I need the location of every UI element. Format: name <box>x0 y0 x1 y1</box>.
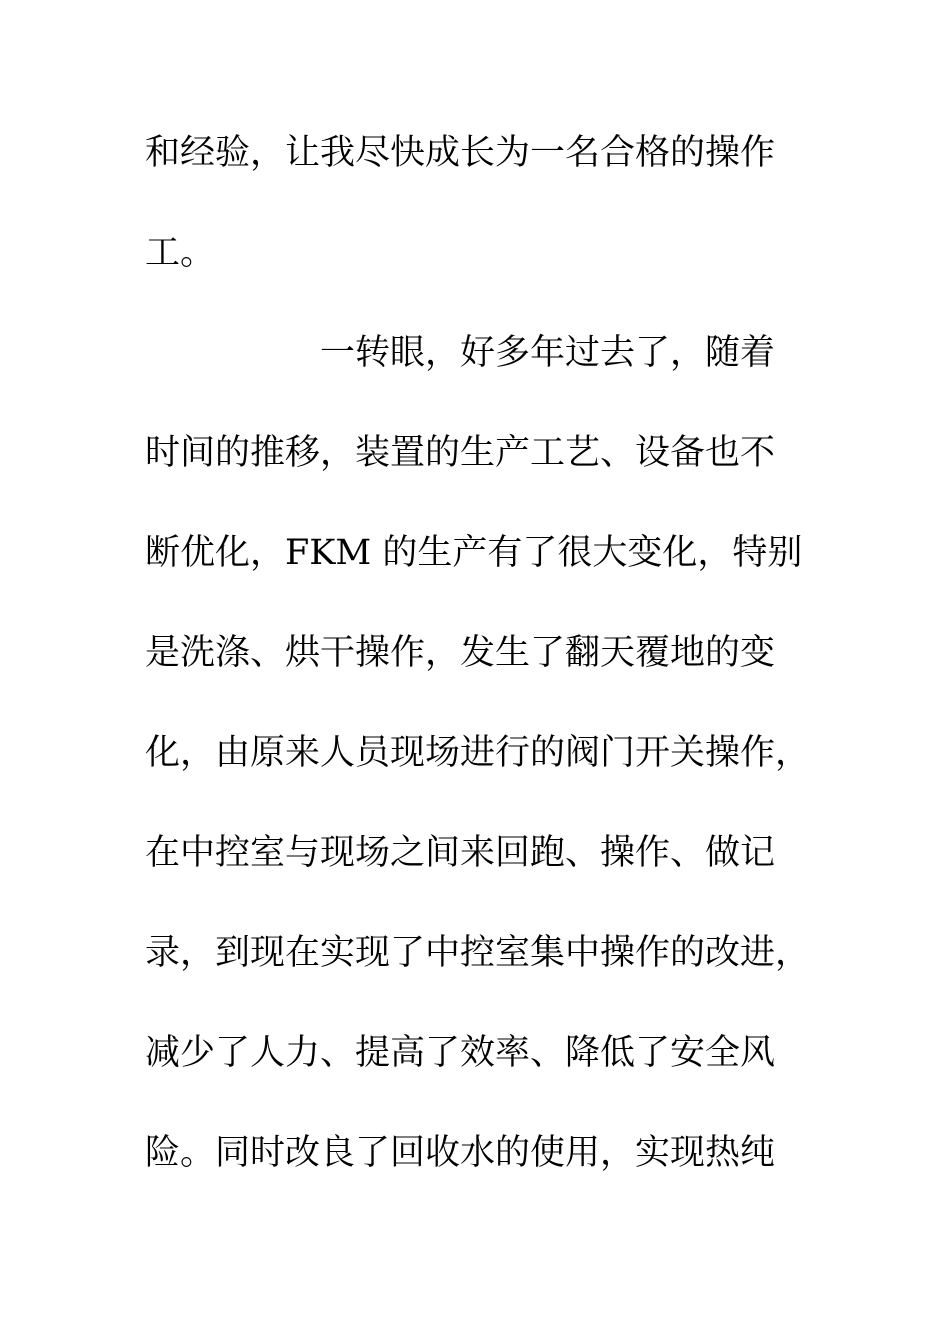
text-line-5: 断优化，FKM 的生产有了很大变化，特别 <box>145 533 803 573</box>
text-line-11: 险。同时改良了回收水的使用，实现热纯 <box>145 1133 776 1173</box>
text-line-7: 化，由原来人员现场进行的阀门开关操作， <box>145 733 811 773</box>
text-line-8: 在中控室与现场之间来回跑、操作、做记 <box>145 833 776 873</box>
text-line-10: 减少了人力、提高了效率、降低了安全风 <box>145 1033 776 1073</box>
text-line-2: 工。 <box>145 233 216 273</box>
text-line-1: 和经验，让我尽快成长为一名合格的操作 <box>145 133 776 173</box>
text-line-6: 是洗涤、烘干操作，发生了翻天覆地的变 <box>145 633 776 673</box>
text-line-9: 录，到现在实现了中控室集中操作的改进， <box>145 933 811 973</box>
paragraph-start-line: 一转眼，好多年过去了，随着 <box>320 333 776 373</box>
text-line-4: 时间的推移，装置的生产工艺、设备也不 <box>145 433 776 473</box>
